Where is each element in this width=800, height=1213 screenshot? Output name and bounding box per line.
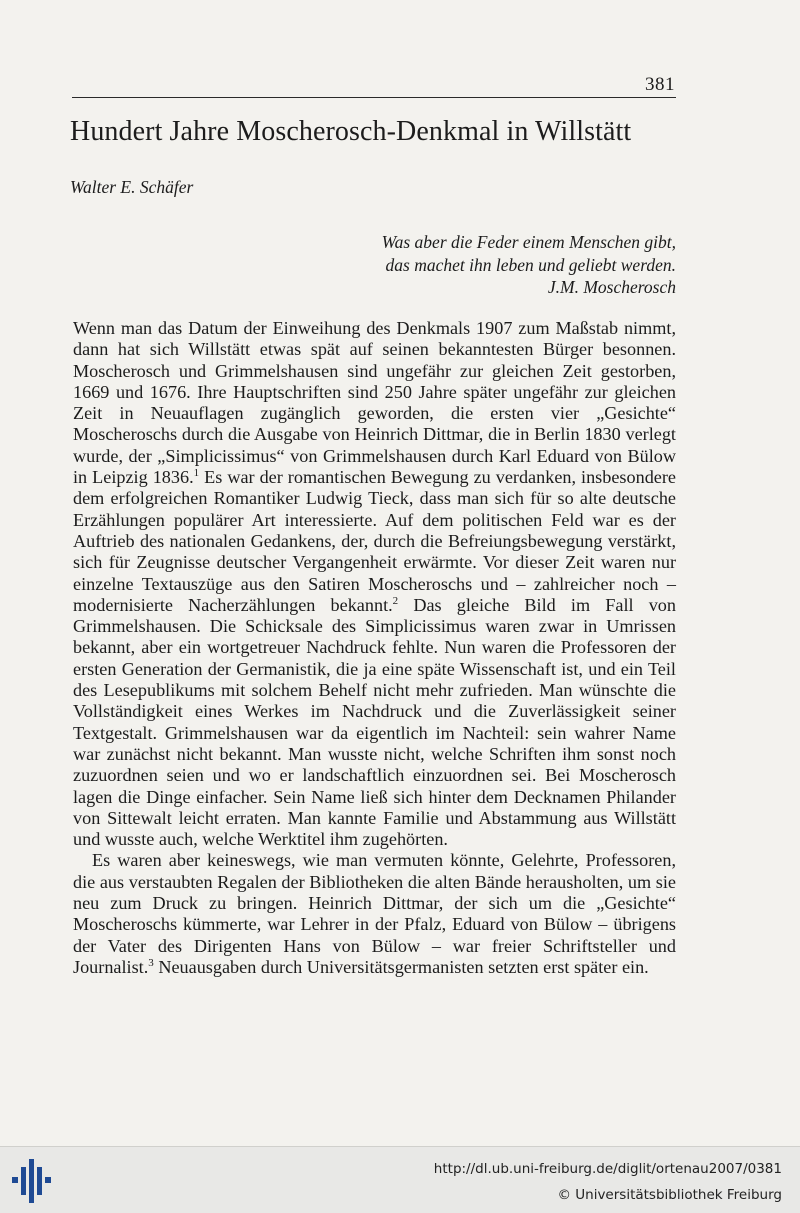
footnote-ref-2: 2 xyxy=(392,594,399,607)
paragraph-2 xyxy=(73,850,676,978)
article-author: Walter E. Schäfer xyxy=(70,177,194,197)
copyright-notice: © Universitätsbibliothek Freiburg xyxy=(557,1187,782,1203)
paragraph-1-text-a: Wenn man das Datum der Einweihung des Denkmals 1907 zum Maßstab nimmt, dann hat sich Willstätt etwas spät auf seinen bekanntesten Bürger besonnen. Moscherosch und Grimmelshausen sind ungefähr zur gleichen Zeit gestorben, 1669 und 1676. Ihre Hauptschriften sind 250 Jahre später ungefähr zur gleichen Zeit in Neuauflagen zugänglich geworden, die ersten vier „Gesichte“ Moscheroschs durch die Ausgabe von Heinrich Dittmar, die in Berlin 1830 verlegt wurde, der „Simplicissimus“ von Grimmelshausen durch Karl Eduard von Bülow in Leipzig 1836. xyxy=(73,318,676,488)
paragraph-1-text-b: Es war der romantischen Bewegung zu verdanken, insbesondere dem erfolgreichen Romantiker Ludwig Tieck, dass man sich für so alte deutsche Erzählungen populärer Art interessierte. Auf dem politischen Feld war es der Auftrieb des nationalen Gedankens, der, durch die Befreiungsbewegung verstärkt, sich für Zeugnisse deutscher Vergangenheit erwärmte. Vor dieser Zeit waren nur einzelne Textauszüge aus den Satiren Moscheroschs und – zahlreicher noch – modernisierte Nacherzählungen bekannt. xyxy=(73,467,676,615)
permalink-url[interactable]: http://dl.ub.uni-freiburg.de/diglit/ortenau2007/0381 xyxy=(433,1161,782,1177)
library-logo-icon xyxy=(12,1159,52,1203)
paragraph-1 xyxy=(73,318,676,850)
paragraph-2-text-a: Es waren aber keineswegs, wie man vermuten könnte, Gelehrte, Professoren, die aus verstaubten Regalen der Bibliotheken die alten Bände herausholten, um sie neu zum Druck zu bringen. Heinrich Dittmar, der sich um die „Gesichte“ Moscheroschs kümmerte, war Lehrer in der Pfalz, Eduard von Bülow – übrigens der Vater des Dirigenten Hans von Bülow – war freier Schriftsteller und Journalist. xyxy=(73,850,676,977)
epigraph xyxy=(316,231,676,299)
viewer-footer xyxy=(0,1146,800,1213)
paragraph-1-text-c: Das gleiche Bild im Fall von Grimmelshausen. Die Schicksale des Simplicissimus waren zwar in Umrissen bekannt, aber ein wortgetreuer Nachdruck fehlte. Nun waren die Professoren der ersten Generation der Germanistik, die ja eine späte Wissenschaft ist, und ein Teil des Lesepublikums mit solchem Behelf nicht mehr zufrieden. Man wünschte die Vollständigkeit eines Werkes im Nachdruck und die Zuverlässigkeit seiner Textgestalt. Grimmelshausen war da eigentlich im Nachteil: sein wahrer Name war zunächst nicht bekannt. Man wusste nicht, welche Schriften ihm sonst noch zuzuordnen seien und wo er landschaftlich einzuordnen sei. Bei Moscherosch lagen die Dinge einfacher. Sein Name ließ sich hinter dem Decknamen Philander von Sittewalt leicht erraten. Man kannte Familie und Abstammung aus Willstätt und wusste auch, welche Werktitel ihm zugehörten. xyxy=(73,594,676,850)
epigraph-line-2: das machet ihn leben und geliebt werden. xyxy=(385,254,676,275)
footnote-ref-3: 3 xyxy=(148,956,154,969)
article-body xyxy=(73,318,676,978)
header-rule xyxy=(72,97,676,98)
footnote-ref-1: 1 xyxy=(193,467,200,480)
epigraph-line-1: Was aber die Feder einem Menschen gibt, xyxy=(381,232,676,252)
epigraph-attribution: J.M. Moscherosch xyxy=(547,277,676,297)
page-number: 381 xyxy=(645,74,675,95)
paragraph-2-text-b: Neuausgaben durch Universitätsgermanisten setzten erst später ein. xyxy=(153,956,649,977)
article-title: Hundert Jahre Moscherosch-Denkmal in Willstätt xyxy=(70,116,632,147)
